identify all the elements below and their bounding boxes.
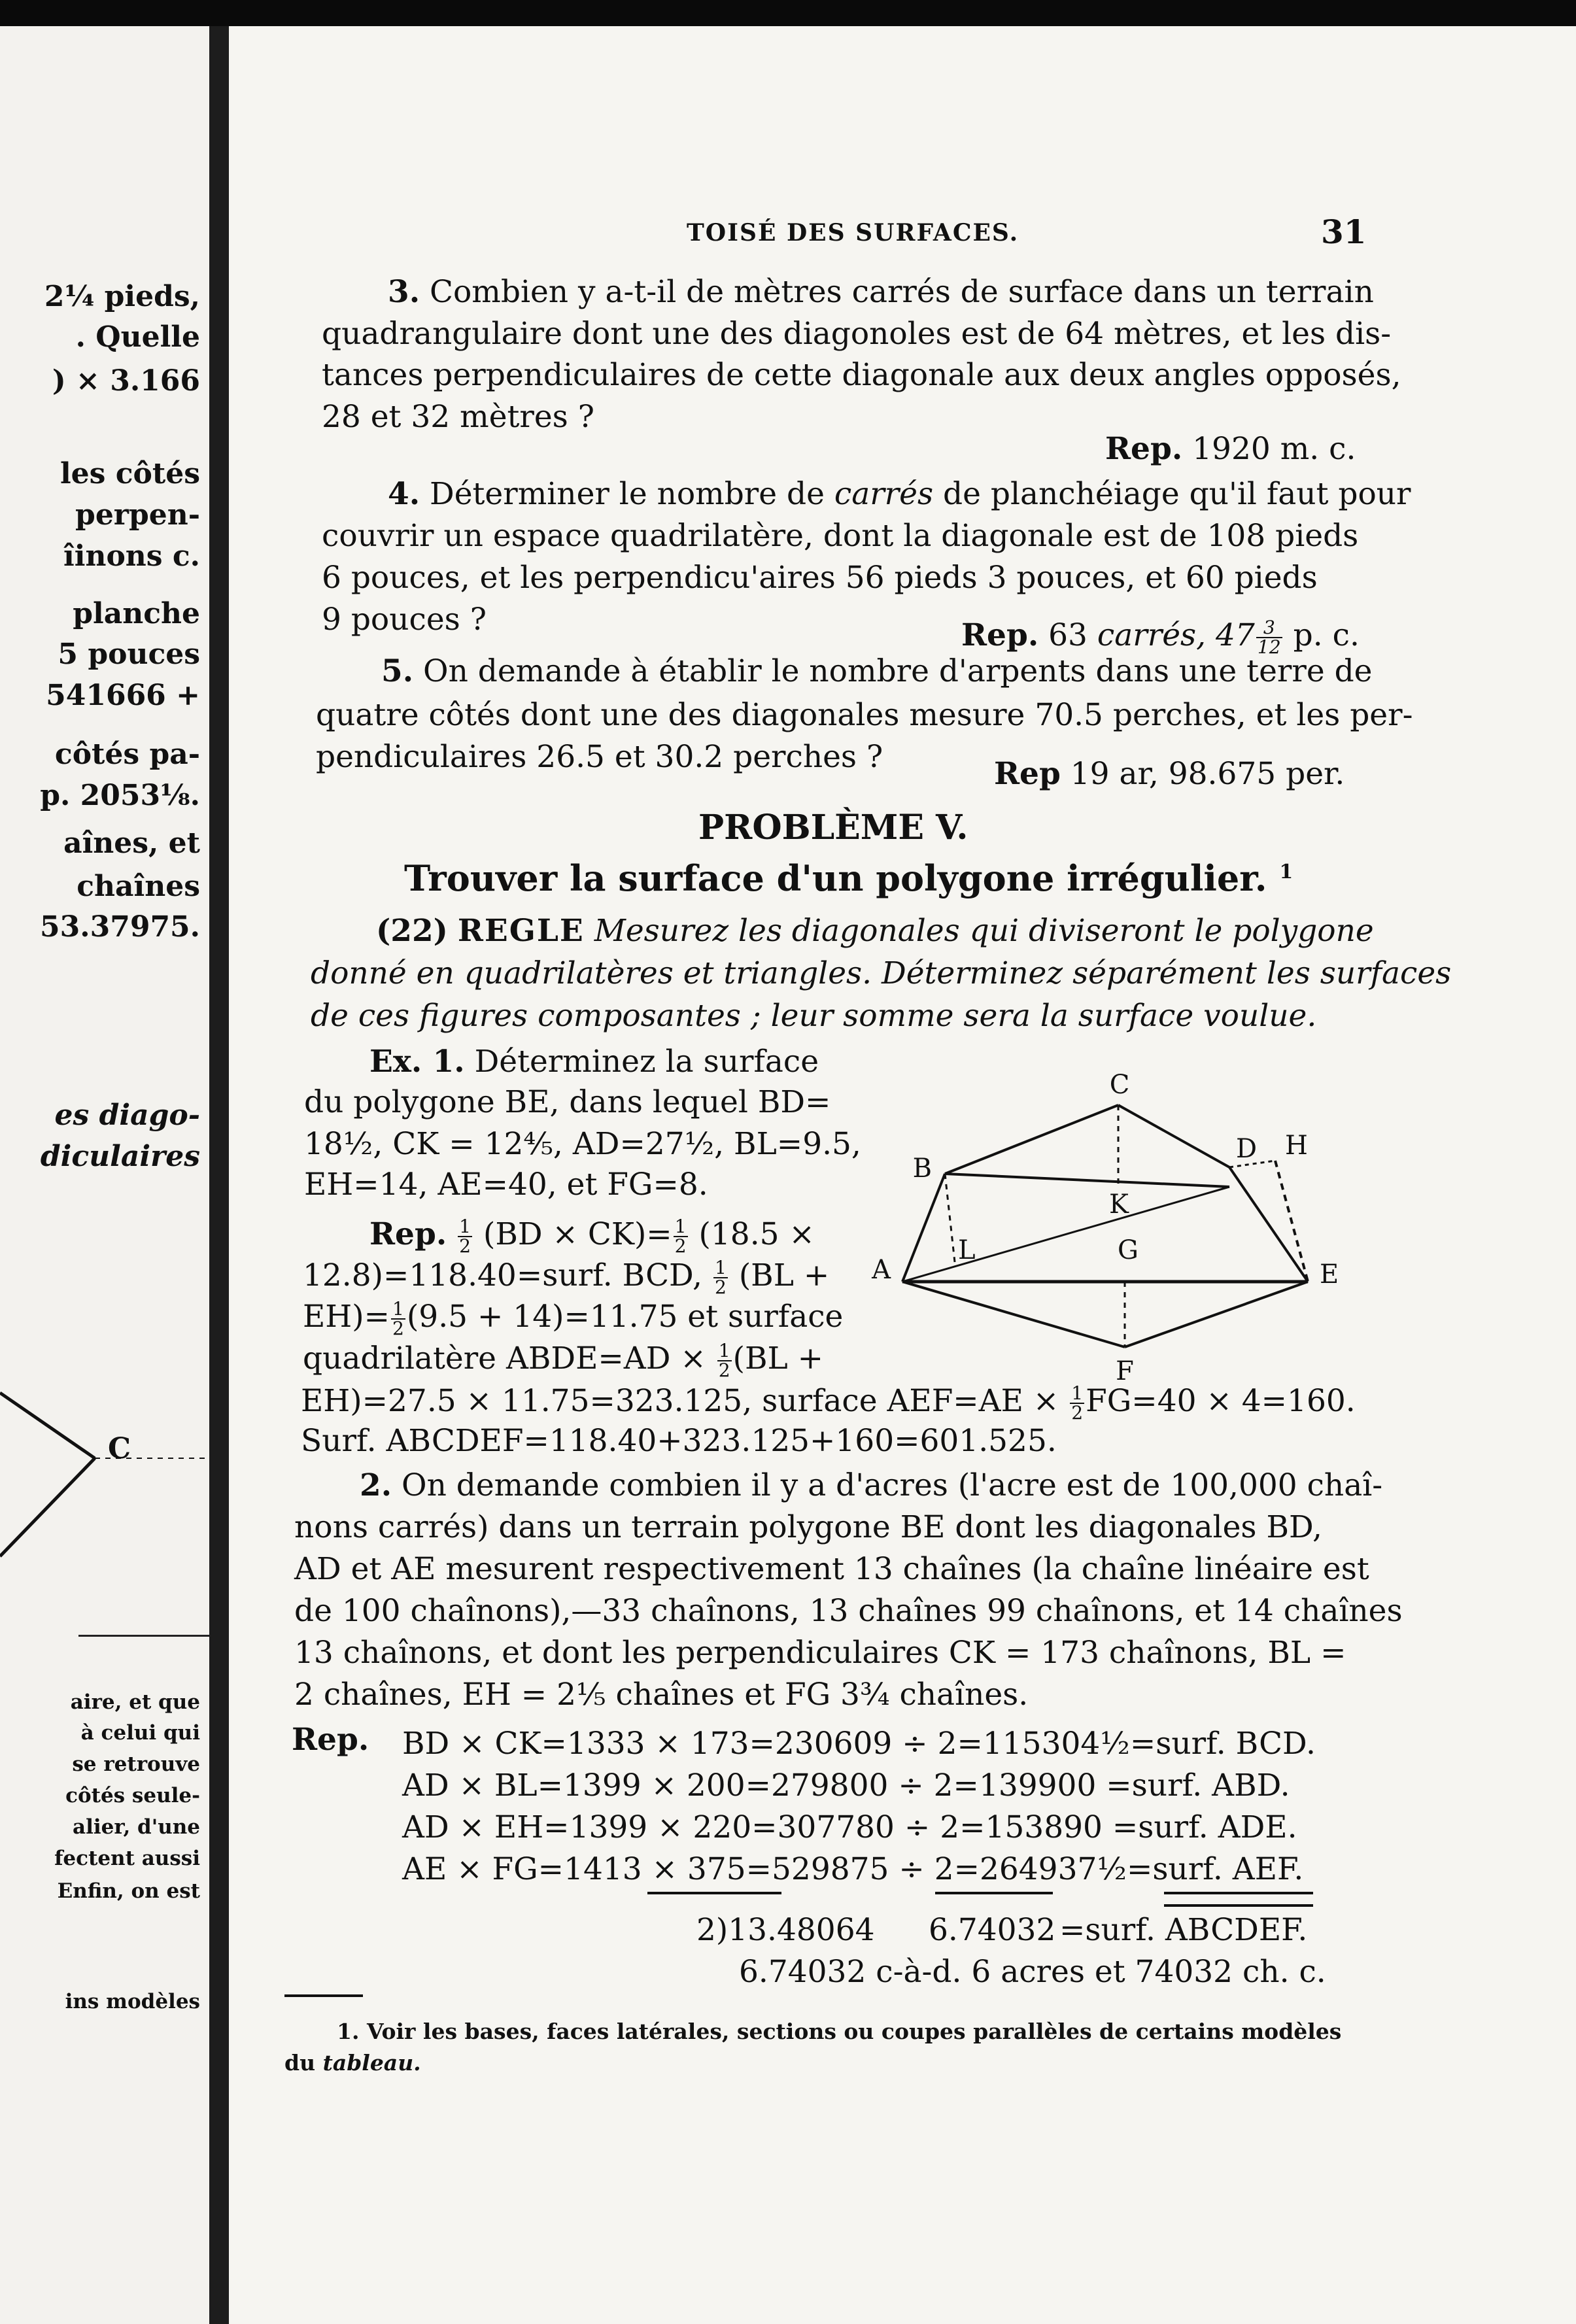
exercise-4-line: 9 pouces ? [322, 602, 487, 638]
ex1-rep-line [369, 1218, 815, 1256]
problem-subtitle [404, 857, 1293, 899]
edge-ef [1125, 1282, 1308, 1347]
exercise-4-line: 6 pouces, et les perpendicu'aires 56 pieds 3 pouces, et 60 pieds [322, 560, 1318, 596]
rep-label: Rep. [1105, 431, 1183, 467]
exercise-4-answer: Rep. 63 carrés, 47 $\frac{3}{12}$ p. c. [961, 617, 1360, 658]
vertex-label-h: H [1285, 1131, 1308, 1161]
left-page-note: Enfin, on est [57, 1879, 200, 1903]
edge-ab [902, 1174, 945, 1282]
exercise-3-line: 28 et 32 mètres ? [322, 399, 594, 435]
vertex-label-k: K [1109, 1189, 1129, 1220]
left-page-line: p. 2053⅛. [40, 779, 200, 812]
left-page-line: 53.37975. [40, 910, 200, 944]
left-page-line: es diago- [54, 1099, 200, 1132]
footnote-line [284, 2052, 421, 2074]
calc-line: AD × EH=1399 × 220=307780 ÷ 2=153890 =surf. ADE. [402, 1809, 1297, 1845]
left-page-line: chaînes [77, 870, 200, 903]
left-page-line: diculaires [40, 1140, 200, 1173]
left-page-line: perpen- [75, 498, 200, 532]
vertex-label-e: E [1320, 1259, 1339, 1290]
ex1-rep-text: EH)=27.5 × 11.75=323.125, surface AEF=AE × [301, 1383, 1059, 1420]
footnote-rule [284, 1994, 363, 1997]
footnote-line: 1. Voir les bases, faces latérales, sections ou coupes parallèles de certains modèles [337, 2019, 1342, 2044]
rep-value: 19 ar, 98.675 per. [1070, 756, 1345, 792]
ex1-rep-text: (BL + [732, 1341, 824, 1377]
left-page-note: ins modèles [65, 1990, 200, 2013]
left-page-line: aînes, et [63, 827, 200, 860]
ex1-rep-text: (BD × CK)= [483, 1216, 672, 1253]
ex2-line: de 100 chaînons),—33 chaînons, 13 chaînes 99 chaînons, et 14 chaînes [294, 1593, 1403, 1629]
fraction-half: $\frac{1}{2}$ [459, 1216, 471, 1257]
ex1-rep-line [303, 1300, 843, 1338]
ex2-text: On demande combien il y a d'acres (l'acre est de 100,000 chaî- [402, 1467, 1383, 1503]
left-page-line: ) × 3.166 [52, 364, 200, 398]
scan-border-top [0, 0, 1576, 26]
ex1-rep-text: EH)= [303, 1299, 390, 1335]
rule-number: (22) [376, 913, 448, 949]
ex1-rep-text: FG=40 × 4=160. [1086, 1383, 1356, 1420]
left-page-line: 5 pouces [58, 638, 200, 671]
calc-line: AD × BL=1399 × 200=279800 ÷ 2=139900 =surf. ABD. [402, 1768, 1290, 1803]
footnote-text: du [284, 2050, 316, 2076]
vertex-label-a: A [872, 1255, 891, 1285]
exercise-text: de planchéiage qu'il faut pour [943, 476, 1411, 512]
rep-value: p. c. [1293, 617, 1360, 654]
vertex-label-c: C [1109, 1070, 1130, 1100]
ex1-rep-line: Surf. ABCDEF=118.40+323.125+160=601.525. [301, 1423, 1057, 1459]
left-page-line: 2¼ pieds, [44, 280, 200, 313]
page [229, 26, 1576, 2324]
rule-line: de ces figures composantes ; leur somme sera la surface voulue. [311, 998, 1317, 1034]
rep-value: carrés, [1097, 617, 1207, 654]
sum-rule [1164, 1892, 1313, 1894]
edge-de [1229, 1167, 1308, 1282]
ex2-line: AD et AE mesurent respectivement 13 chaînes (la chaîne linéaire est [294, 1551, 1369, 1587]
ex1-rep-text: quadrilatère ABDE=AD × [303, 1341, 706, 1377]
left-page-diagram [0, 1360, 209, 1582]
rule-line: donné en quadrilatères et triangles. Déterminez séparément les surfaces [311, 955, 1452, 991]
fraction-half: $\frac{1}{2}$ [714, 1257, 727, 1299]
ex1-label: Ex. 1. [369, 1044, 465, 1080]
exercise-5-line: 5. On demande à établir le nombre d'arpents dans une terre de [381, 653, 1373, 689]
rep-value: 1920 m. c. [1192, 431, 1356, 467]
vertex-label-f: F [1116, 1356, 1134, 1386]
left-page-note: fectent aussi [54, 1847, 200, 1870]
left-page-note: côtés seule- [65, 1784, 200, 1807]
left-page-note: se retrouve [72, 1752, 200, 1776]
result-line: =surf. ABCDEF. [1059, 1912, 1308, 1948]
book-gutter [209, 26, 229, 2324]
polygon-diagram [850, 1046, 1563, 1399]
sum-rule [935, 1892, 1053, 1894]
result-line: 2)13.48064 [696, 1912, 875, 1948]
vertex-label-d: D [1236, 1134, 1258, 1164]
vertex-label-g: G [1118, 1235, 1139, 1265]
ex2-rep-label: Rep. [292, 1722, 369, 1758]
left-page-line: 541666 + [46, 679, 200, 712]
ex2-line: nons carrés) dans un terrain polygone BE dont les diagonales BD, [294, 1509, 1322, 1545]
fraction: $\frac{3}{12}$ [1257, 617, 1281, 658]
rep-label: Rep [961, 617, 1028, 654]
ex1-rep-text: (9.5 + 14)=11.75 et surface [406, 1299, 844, 1335]
ex1-rep-text: (18.5 × [698, 1216, 815, 1253]
exercise-text: Déterminer le nombre de [430, 476, 825, 512]
ex1-rep-line [303, 1259, 829, 1297]
fraction-half: $\frac{1}{2}$ [392, 1298, 404, 1340]
exercise-5-answer [994, 756, 1345, 792]
left-page-line: côtés pa- [54, 738, 200, 771]
calc-line: BD × CK=1333 × 173=230609 ÷ 2=115304½=surf. BCD. [402, 1726, 1316, 1762]
edge-cd [1118, 1105, 1229, 1167]
exercise-number: 3 [388, 274, 409, 310]
ex1-rep-line [303, 1342, 823, 1380]
ex1-rep-text: (BL + [738, 1257, 830, 1294]
exercise-number: 5 [381, 653, 403, 689]
result-line: 6.74032 [929, 1912, 1056, 1948]
page-number: 31 [1321, 213, 1367, 251]
rep-value: 47 [1216, 617, 1255, 654]
perpendicular-bl [945, 1174, 955, 1262]
ex2-line: 13 chaînons, et dont les perpendiculaires CK = 173 chaînons, BL = [294, 1635, 1346, 1671]
exercise-4-line: 4. Déterminer le nombre de carrés de planchéiage qu'il faut pour [388, 476, 1411, 512]
ex1-line: du polygone BE, dans lequel BD= [304, 1084, 831, 1120]
vertex-label-l: L [958, 1235, 976, 1265]
exercise-text-italic: carrés [834, 476, 934, 512]
fraction-half: $\frac{1}{2}$ [1071, 1382, 1084, 1424]
left-page-line: les côtés [60, 457, 200, 490]
exercise-number: 4 [388, 476, 409, 512]
exercise-3-answer [1105, 431, 1356, 467]
edge-dh-he [1275, 1161, 1308, 1282]
left-page-line: îinons c. [63, 539, 200, 573]
edge-af [902, 1282, 1125, 1347]
calc-line: AE × FG=1413 × 375=529875 ÷ 2=264937½=surf. AEF. [402, 1851, 1304, 1887]
problem-subtitle-text: Trouver la surface d'un polygone irrégulier. [404, 857, 1267, 899]
edge-bc [945, 1105, 1118, 1174]
running-title: TOISÉ DES SURFACES. [687, 219, 1019, 247]
left-page-rule [78, 1635, 209, 1637]
left-page-note: aire, et que [70, 1690, 200, 1714]
left-page-line: planche [73, 597, 200, 630]
result-line: 6.74032 c-à-d. 6 acres et 74032 ch. c. [739, 1954, 1326, 1990]
exercise-text: Combien y a-t-il de mètres carrés de surface dans un terrain [430, 274, 1374, 310]
left-page-line: . Quelle [75, 320, 200, 354]
fraction-half: $\frac{1}{2}$ [718, 1340, 730, 1382]
rule-line [376, 913, 1374, 949]
sum-rule [647, 1892, 781, 1894]
exercise-3-line: 3. Combien y a-t-il de mètres carrés de surface dans un terrain [388, 274, 1374, 310]
diagonal-ad [902, 1187, 1229, 1282]
ex2-line: 2. On demande combien il y a d'acres (l'acre est de 100,000 chaî- [360, 1467, 1383, 1503]
problem-heading: PROBLÈME V. [698, 808, 968, 847]
sum-rule [1164, 1904, 1313, 1907]
rep-label: Rep [994, 756, 1061, 792]
left-page-note: à celui qui [80, 1721, 200, 1745]
previous-page-fragment [0, 26, 209, 2324]
exercise-5-line: quatre côtés dont une des diagonales mesure 70.5 perches, et les per- [316, 697, 1413, 733]
footnote-italic: tableau. [322, 2050, 421, 2076]
ex1-line: 18½, CK = 12⅘, AD=27½, BL=9.5, [304, 1126, 861, 1162]
exercise-3-line: tances perpendiculaires de cette diagonale aux deux angles opposés, [322, 357, 1401, 393]
rep-label: Rep. [369, 1216, 447, 1253]
footnote-mark: 1 [1279, 861, 1293, 883]
fraction-half: $\frac{1}{2}$ [674, 1216, 687, 1257]
vertex-label-b: B [912, 1153, 932, 1184]
rep-value: 63 [1048, 617, 1088, 654]
ex1-line: EH=14, AE=40, et FG=8. [304, 1167, 708, 1203]
diagonal-bd [945, 1174, 1229, 1187]
exercise-number: 2 [360, 1467, 381, 1503]
ex1-rep-text: 12.8)=118.40=surf. BCD, [303, 1257, 702, 1294]
left-page-note: alier, d'une [73, 1815, 200, 1839]
ex1-text: Déterminez la surface [474, 1044, 819, 1080]
exercise-4-line: couvrir un espace quadrilatère, dont la diagonale est de 108 pieds [322, 518, 1359, 554]
rule-text: Mesurez les diagonales qui diviseront le polygone [594, 913, 1374, 949]
rule-label: REGLE [457, 913, 585, 949]
ex2-line: 2 chaînes, EH = 2⅕ chaînes et FG 3¾ chaînes. [294, 1677, 1029, 1713]
exercise-3-line: quadrangulaire dont une des diagonoles est de 64 mètres, et les dis- [322, 316, 1392, 352]
exercise-text: On demande à établir le nombre d'arpents dans une terre de [423, 653, 1373, 689]
left-page-diagram-label: C [107, 1432, 131, 1465]
exercise-5-line: pendiculaires 26.5 et 30.2 perches ? [316, 739, 883, 775]
ex1-line [369, 1044, 819, 1080]
